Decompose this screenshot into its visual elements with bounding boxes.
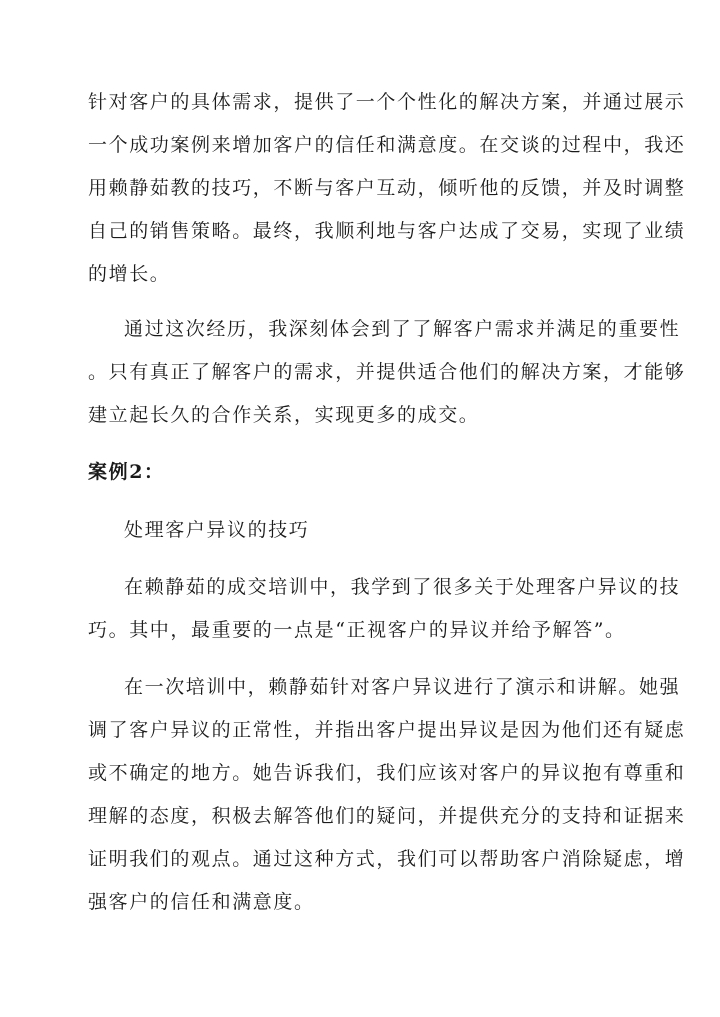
para3-line-1: 在赖静茹的成交培训中，我学到了很多关于处理客户异议的技 [124, 576, 681, 598]
para1-line-4: 自己的销售策略。最终，我顺利地与客户达成了交易，实现了业绩 [88, 220, 686, 242]
para2-line-2: 。只有真正了解客户的需求，并提供适合他们的解决方案，才能够 [88, 361, 686, 383]
para1-line-1: 针对客户的具体需求，提供了一个个性化的解决方案，并通过展示 [88, 91, 686, 113]
para4-line-3: 或不确定的地方。她告诉我们，我们应该对客户的异议抱有尊重和 [88, 762, 686, 784]
para1-line-2: 一个成功案例来增加客户的信任和满意度。在交谈的过程中，我还 [88, 134, 686, 156]
para1-line-3: 用赖静茹教的技巧，不断与客户互动，倾听他的反馈，并及时调整 [88, 177, 686, 199]
para4-line-1: 在一次培训中，赖静茹针对客户异议进行了演示和讲解。她强 [124, 676, 681, 698]
para4-line-5: 证明我们的观点。通过这种方式，我们可以帮助客户消除疑虑，增 [88, 848, 686, 870]
para3-line-2: 巧。其中，最重要的一点是“正视客户的异议并给予解答”。 [88, 619, 626, 641]
para4-line-6: 强客户的信任和满意度。 [88, 891, 315, 913]
case-heading: 案例2： [88, 461, 165, 483]
para4-line-2: 调了客户异议的正常性，并指出客户提出异议是因为他们还有疑虑 [88, 719, 686, 741]
para1-line-5: 的增长。 [88, 263, 171, 285]
para2-line-3: 建立起长久的合作关系，实现更多的成交。 [88, 404, 480, 426]
para2-line-1: 通过这次经历，我深刻体会到了了解客户需求并满足的重要性 [124, 318, 681, 340]
para4-line-4: 理解的态度，积极去解答他们的疑问，并提供充分的支持和证据来 [88, 805, 686, 827]
section-subtitle: 处理客户异议的技巧 [124, 519, 310, 541]
